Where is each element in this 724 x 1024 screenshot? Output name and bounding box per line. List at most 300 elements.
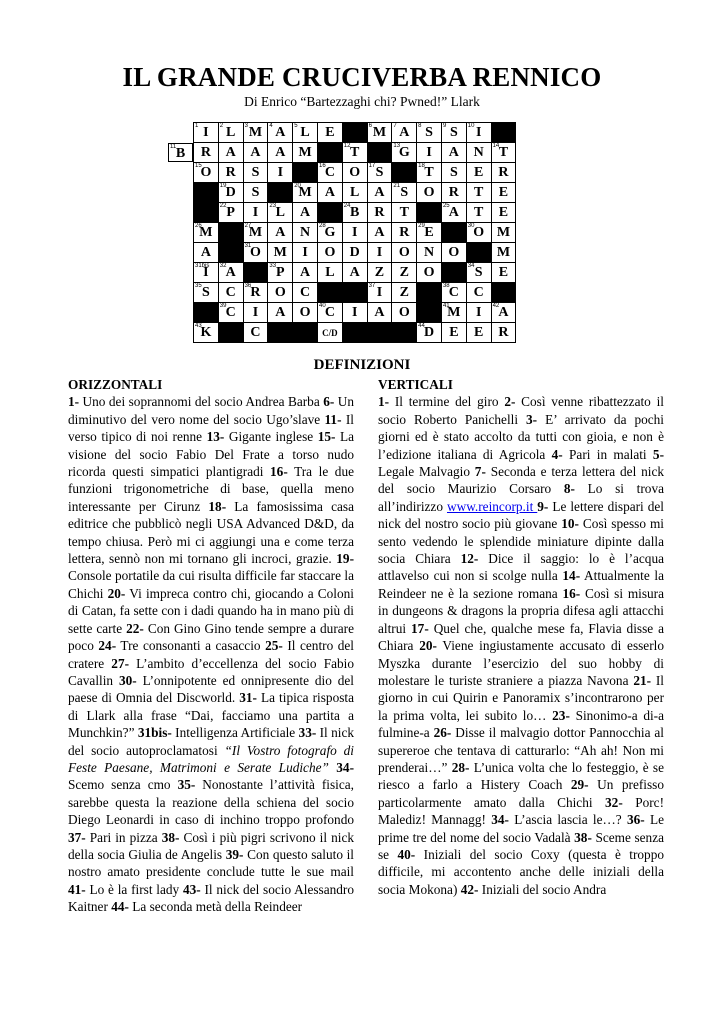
cell-number: 39 bbox=[219, 303, 227, 309]
grid-cell bbox=[243, 303, 268, 323]
cell-letter: C bbox=[300, 285, 311, 300]
grid-cell bbox=[491, 203, 516, 223]
cell-letter: T bbox=[473, 185, 484, 200]
grid-cell bbox=[441, 303, 466, 323]
clue-number: 9- bbox=[537, 498, 549, 514]
cell-letter: R bbox=[250, 285, 261, 300]
grid-cell bbox=[243, 323, 268, 343]
grid-cell bbox=[417, 123, 442, 143]
grid-cell bbox=[392, 223, 417, 243]
clue-text: Le prime tre del nome del socio Vadalà bbox=[378, 812, 664, 845]
verticali-clues bbox=[378, 393, 664, 898]
cell-letter: A bbox=[275, 125, 286, 140]
clue-text: Così si misura in dungeons & dragons la propria difesa agli attacchi altrui bbox=[378, 585, 665, 636]
cell-letter: I bbox=[203, 125, 209, 140]
cell-number: 38 bbox=[442, 283, 450, 289]
grid-cell bbox=[268, 163, 293, 183]
grid-cell bbox=[392, 283, 417, 303]
cell-letter: E bbox=[498, 185, 509, 200]
cell-number: 11 bbox=[170, 144, 177, 150]
cell-number: 2 bbox=[219, 123, 224, 129]
clue-text: Un diminutivo del vero nome del socio Ugo’slave bbox=[68, 394, 354, 427]
cell-number: 17 bbox=[368, 163, 376, 169]
cell-number: 27 bbox=[244, 223, 252, 229]
grid-cell bbox=[441, 323, 466, 343]
grid-cell bbox=[317, 223, 342, 243]
grid-cell bbox=[342, 243, 367, 263]
grid-cell bbox=[293, 203, 318, 223]
cell-letter: C bbox=[324, 165, 335, 180]
cell-letter: I bbox=[302, 245, 308, 260]
cell-letter: A bbox=[498, 305, 509, 320]
verticali-heading: VERTICALI bbox=[378, 377, 453, 392]
cell-number: 20 bbox=[294, 183, 301, 189]
cell-letter: M bbox=[447, 305, 461, 320]
grid-cell bbox=[243, 283, 268, 303]
black-cell bbox=[367, 323, 392, 343]
cell-letter: N bbox=[424, 245, 435, 260]
grid-cell bbox=[194, 163, 219, 183]
grid-cell bbox=[367, 183, 392, 203]
grid-cell bbox=[293, 123, 318, 143]
grid-cell bbox=[491, 263, 516, 283]
cell-letter: E bbox=[449, 325, 459, 340]
cell-letter: A bbox=[275, 145, 286, 160]
grid-row bbox=[194, 263, 516, 283]
cell-letter: A bbox=[448, 205, 459, 220]
cell-number: 22 bbox=[219, 203, 227, 209]
clue-number: 25- bbox=[265, 638, 283, 654]
black-cell bbox=[194, 303, 219, 323]
cell-number: 36 bbox=[244, 283, 252, 289]
cell-letter: O bbox=[200, 165, 212, 180]
clue-text: Tre consonanti a casaccio bbox=[116, 638, 266, 654]
grid-cell bbox=[491, 303, 516, 323]
clue-text: Vi impreca contro chi, giocando a Coloni di Catan, fa sette con i dadi quando ha in mano più di sette carte bbox=[68, 585, 354, 636]
cell-letter: S bbox=[400, 185, 409, 200]
grid-cell bbox=[243, 163, 268, 183]
definitions-title: DEFINIZIONI bbox=[313, 357, 411, 373]
cell-letter: I bbox=[475, 305, 482, 320]
grid-cell bbox=[342, 183, 367, 203]
clue-number: 1- bbox=[68, 394, 80, 410]
cell-letter: I bbox=[203, 265, 209, 280]
clue-number: 16- bbox=[562, 585, 581, 601]
cell-number: 10 bbox=[467, 123, 475, 129]
black-cell bbox=[392, 163, 417, 183]
cell-letter: G bbox=[324, 225, 336, 240]
grid-cell bbox=[293, 243, 318, 263]
cell-letter: A bbox=[300, 265, 311, 280]
grid-row bbox=[194, 283, 516, 303]
grid-cell bbox=[417, 263, 442, 283]
cell-number: 6 bbox=[368, 123, 372, 129]
black-cell bbox=[466, 243, 491, 263]
cell-letter: D bbox=[349, 245, 360, 260]
grid-cell bbox=[317, 123, 342, 143]
cell-letter: Z bbox=[374, 265, 385, 280]
clue-text: Le lettere dispari del nick del nostro socio più giovane bbox=[378, 498, 664, 532]
clue-quote: “Il Vostro fotografo di Feste Paesane, Matrimoni e Serate Ludiche” bbox=[68, 742, 354, 775]
clue-number: 40- bbox=[397, 846, 416, 862]
cell-letter: R bbox=[498, 325, 509, 340]
black-cell bbox=[293, 163, 318, 183]
grid-cell bbox=[466, 143, 491, 163]
grid-row bbox=[194, 203, 516, 223]
clue-text: Quel che, qualche mese fa, Flavia disse a Chiara bbox=[378, 620, 664, 654]
clue-number: 29- bbox=[570, 777, 589, 793]
cell-number: 5 bbox=[294, 123, 298, 129]
cell-number: 31bis bbox=[195, 263, 210, 269]
cell-number: 13 bbox=[393, 143, 401, 149]
cell-letter: L bbox=[300, 125, 310, 140]
grid-row bbox=[194, 223, 516, 243]
cell-number: 7 bbox=[393, 123, 397, 129]
cell-number: 30 bbox=[467, 223, 475, 229]
black-cell bbox=[491, 283, 516, 303]
grid-cell bbox=[466, 163, 491, 183]
cell-letter: S bbox=[375, 165, 384, 180]
grid-cell bbox=[218, 183, 243, 203]
cell-letter: S bbox=[425, 125, 433, 140]
grid-cell bbox=[194, 143, 219, 163]
cell-letter: C bbox=[225, 305, 236, 320]
cell-number: 9 bbox=[442, 123, 447, 129]
cell-letter: T bbox=[473, 205, 484, 220]
clue-text: Così i più pigri scrivono il nick della socia Giulia de Angelis bbox=[68, 829, 355, 862]
grid-cell bbox=[342, 203, 367, 223]
clue-number: 19- bbox=[336, 551, 354, 567]
cell-letter: L bbox=[226, 125, 236, 140]
clue-text: Il verso tipico di noi renne bbox=[68, 411, 354, 445]
grid-cell bbox=[218, 163, 243, 183]
clue-text: Con Gino Gino tende sempre a durare poco bbox=[68, 620, 354, 654]
grid-cell bbox=[268, 283, 293, 303]
clue-number: 44- bbox=[111, 899, 129, 915]
clue-text: Iniziali del socio Andra bbox=[478, 881, 607, 897]
grid-cell bbox=[268, 263, 293, 283]
cell-letter: O bbox=[274, 285, 286, 300]
grid-row bbox=[194, 303, 516, 323]
cell-letter: C bbox=[225, 285, 236, 300]
grid-cell bbox=[367, 263, 392, 283]
grid-cell bbox=[441, 143, 466, 163]
cell-letter: A bbox=[448, 145, 459, 160]
clue-number: 12- bbox=[460, 551, 479, 567]
black-cell bbox=[367, 143, 392, 163]
clue-text: Il nick del socio autoproclamatosi bbox=[68, 725, 354, 758]
grid-cell bbox=[367, 203, 392, 223]
grid-cell bbox=[243, 243, 268, 263]
verticali-column bbox=[378, 376, 664, 898]
black-cell bbox=[218, 223, 243, 243]
cell-letter: M bbox=[248, 125, 263, 140]
clue-number: 43- bbox=[182, 881, 201, 897]
grid-cell bbox=[466, 203, 491, 223]
cell-number: 24 bbox=[343, 203, 351, 209]
black-cell bbox=[441, 223, 466, 243]
black-cell bbox=[293, 323, 318, 343]
clue-number: 37- bbox=[68, 829, 86, 845]
grid-cell bbox=[367, 163, 392, 183]
clue-text: Seconda e terza lettera del nick del socio Maurizio Corsaro bbox=[378, 464, 664, 497]
crossword-extra-cell bbox=[168, 143, 193, 162]
cell-letter: S bbox=[251, 185, 260, 200]
grid-cell bbox=[243, 183, 268, 203]
cell-letter: A bbox=[225, 265, 236, 280]
grid-cell bbox=[417, 323, 442, 343]
grid-cell bbox=[268, 303, 293, 323]
clue-text: Gigante inglese bbox=[224, 429, 318, 445]
cell-letter: A bbox=[300, 205, 311, 220]
clue-text: Lo si trova all’indirizzo bbox=[378, 481, 665, 514]
cell-letter: A bbox=[275, 225, 286, 240]
cell-letter: P bbox=[226, 205, 235, 220]
clue-text: Iniziali del socio Coxy (questa è troppo difficile, mi accontento anche delle iniziali della socia Mokona) bbox=[378, 846, 664, 897]
clue-text: L’ambito d’eccellenza del socio Fabio Cavallin bbox=[68, 655, 354, 688]
cell-letter: M bbox=[298, 145, 312, 160]
clue-text: Così spesso mi sento vedendo le splendide miniature dipinte dalla socia Chiara bbox=[378, 516, 664, 567]
clue-number: 14- bbox=[562, 568, 581, 584]
black-cell bbox=[194, 203, 219, 223]
clue-number: 30- bbox=[118, 672, 137, 688]
clue-number: 35- bbox=[177, 777, 196, 793]
clue-text: L’ascia lascia le…? bbox=[508, 812, 627, 828]
page-subtitle: Di Enrico “Bartezzaghi chi? Pwned!” Llark bbox=[244, 94, 480, 109]
clue-number: 8- bbox=[563, 481, 575, 497]
grid-cell bbox=[491, 183, 516, 203]
cell-letter: E bbox=[424, 225, 434, 240]
clue-text: Il centro del cratere bbox=[68, 638, 355, 671]
cell-number: 44 bbox=[418, 323, 425, 329]
grid-cell bbox=[342, 263, 367, 283]
cell-number: 33 bbox=[269, 263, 277, 269]
cell-letter: O bbox=[324, 245, 336, 260]
cell-letter: B bbox=[175, 146, 186, 161]
grid-cell bbox=[466, 223, 491, 243]
grid-cell bbox=[491, 323, 516, 343]
clue-text: Sinonimo-a di-a fulmine-a bbox=[378, 707, 664, 741]
grid-cell bbox=[392, 263, 417, 283]
clue-number: 21- bbox=[633, 672, 652, 688]
grid-cell bbox=[441, 163, 466, 183]
cell-letter: O bbox=[473, 225, 485, 240]
clue-number: 28- bbox=[451, 759, 470, 775]
cell-letter: O bbox=[398, 245, 410, 260]
grid-cell bbox=[268, 143, 293, 163]
clue-text: Il nick del socio Alessandro Kaitner bbox=[68, 881, 354, 915]
clue-text: L’onnipotente ed onnipresente dio del paese di Omnia del Discworld. bbox=[68, 672, 354, 706]
cell-number: 43 bbox=[195, 323, 202, 329]
page-title: IL GRANDE CRUCIVERBA RENNICO bbox=[122, 62, 602, 92]
grid-row bbox=[194, 143, 516, 163]
cell-letter: C bbox=[250, 325, 261, 340]
clue-text: La tipica risposta di Llark alla frase “Dai, facciamo una partita a Munchkin?” bbox=[68, 690, 354, 741]
grid-cell bbox=[342, 143, 367, 163]
grid-cell bbox=[218, 263, 243, 283]
black-cell bbox=[317, 143, 342, 163]
black-cell bbox=[342, 123, 367, 143]
grid-cell bbox=[392, 303, 417, 323]
clue-number: 31bis- bbox=[137, 725, 172, 741]
grid-cell bbox=[293, 143, 318, 163]
cell-letter: S bbox=[449, 125, 458, 140]
grid-row bbox=[194, 123, 516, 143]
cell-number: 18 bbox=[418, 163, 425, 169]
grid-cell bbox=[317, 263, 342, 283]
clue-number: 22- bbox=[126, 620, 144, 636]
clue-text: Legale Malvagio bbox=[378, 464, 475, 480]
clue-number: 4- bbox=[551, 446, 563, 462]
cell-number: 15 bbox=[195, 163, 202, 169]
black-cell bbox=[417, 283, 442, 303]
crossword-grid bbox=[193, 122, 516, 343]
clue-text: Scemo senza cmo bbox=[68, 777, 178, 793]
grid-cell bbox=[367, 123, 392, 143]
black-cell bbox=[243, 263, 268, 283]
cell-letter: E bbox=[498, 265, 509, 280]
cell-number: 41 bbox=[442, 303, 450, 309]
black-cell bbox=[342, 283, 367, 303]
cell-letter: O bbox=[250, 245, 261, 260]
cell-letter: I bbox=[376, 245, 383, 260]
cell-letter: T bbox=[399, 205, 409, 220]
clue-text: L’unica volta che lo festeggio, è se riesco a farlo a Histery Coach bbox=[378, 759, 664, 793]
grid-cell bbox=[243, 123, 268, 143]
cell-letter: O bbox=[349, 165, 361, 180]
grid-cell bbox=[268, 243, 293, 263]
clue-text: E’ arrivato da pochi giorni ed è stato accolto da tutti con gioia, e non è l’edizione italiana di Agricola bbox=[378, 411, 664, 462]
cell-letter: L bbox=[325, 265, 335, 280]
clue-text: Lo è la first lady bbox=[85, 881, 183, 897]
grid-cell bbox=[342, 223, 367, 243]
cell-number: 21 bbox=[393, 183, 401, 189]
clue-text: Il termine del giro bbox=[389, 394, 505, 410]
grid-cell bbox=[466, 263, 491, 283]
clue-number: 18- bbox=[208, 498, 227, 514]
grid-cell bbox=[194, 323, 219, 343]
cell-letter: R bbox=[399, 225, 410, 240]
black-cell bbox=[268, 183, 293, 203]
cell-letter: E bbox=[498, 205, 509, 220]
grid-cell bbox=[268, 203, 293, 223]
cell-number: 40 bbox=[318, 303, 326, 309]
cell-letter: T bbox=[498, 145, 509, 160]
grid-cell bbox=[491, 243, 516, 263]
grid-cell bbox=[491, 223, 516, 243]
cell-letter: M bbox=[496, 245, 511, 260]
clue-number: 36- bbox=[626, 812, 645, 828]
cell-number: 8 bbox=[418, 123, 422, 129]
cell-letter: R bbox=[200, 145, 211, 160]
clue-number: 17- bbox=[411, 620, 429, 636]
cell-letter: T bbox=[350, 145, 360, 160]
cell-letter: D bbox=[225, 185, 236, 200]
clue-number: 2- bbox=[504, 394, 516, 410]
grid-cell bbox=[194, 283, 219, 303]
clue-text: La visione del socio Fabio Del Frate a torso nudo ricorda questi simpatici plantigradi bbox=[68, 429, 354, 480]
grid-cell bbox=[293, 263, 318, 283]
cell-letter: E bbox=[473, 165, 484, 180]
cell-letter: M bbox=[248, 225, 263, 240]
cell-letter: N bbox=[300, 225, 311, 240]
grid-cell bbox=[194, 243, 219, 263]
grid-cell bbox=[441, 283, 466, 303]
cell-number: 1 bbox=[195, 123, 199, 129]
grid-cell bbox=[293, 283, 318, 303]
grid-row bbox=[194, 183, 516, 203]
grid-cell bbox=[466, 183, 491, 203]
clue-number: 34- bbox=[491, 812, 509, 828]
grid-cell bbox=[466, 323, 491, 343]
grid-cell bbox=[218, 283, 243, 303]
grid-row bbox=[194, 243, 516, 263]
cell-letter: K bbox=[200, 325, 212, 340]
grid-cell bbox=[342, 303, 367, 323]
clue-number: 20- bbox=[419, 638, 437, 654]
grid-cell bbox=[441, 203, 466, 223]
clue-number: 39- bbox=[225, 846, 244, 862]
black-cell bbox=[268, 323, 293, 343]
grid-cell bbox=[243, 143, 268, 163]
cell-letter: L bbox=[275, 205, 285, 220]
grid-cell bbox=[417, 223, 442, 243]
cell-number: 32 bbox=[219, 263, 227, 269]
cell-letter: M bbox=[273, 245, 287, 260]
clue-text: Pari in pizza bbox=[85, 829, 162, 845]
clue-number: 42- bbox=[460, 881, 479, 897]
black-cell bbox=[218, 243, 243, 263]
clue-text: Un prefisso particolarmente amato dalla Chichi bbox=[378, 777, 664, 810]
cell-number: 16 bbox=[318, 163, 326, 169]
cell-number: 25 bbox=[442, 203, 450, 209]
grid-cell bbox=[417, 143, 442, 163]
cell-letter: O bbox=[423, 185, 435, 200]
clue-number: 38- bbox=[161, 829, 180, 845]
cell-number: 23 bbox=[269, 203, 277, 209]
cell-letter: Z bbox=[399, 285, 409, 300]
black-cell bbox=[218, 323, 243, 343]
reincorp-link[interactable]: www.reincorp.it bbox=[446, 498, 538, 514]
cell-letter: O bbox=[398, 305, 410, 320]
grid-cell bbox=[367, 283, 392, 303]
clue-number: 32- bbox=[605, 794, 623, 810]
clue-number: 1- bbox=[378, 394, 390, 410]
cell-letter: I bbox=[351, 225, 358, 240]
grid-cell bbox=[466, 303, 491, 323]
clue-text: Console portatile da cui risulta difficile far staccare la Chichi bbox=[68, 568, 354, 601]
grid-cell bbox=[194, 123, 219, 143]
clue-number: 26- bbox=[433, 725, 452, 741]
grid-cell bbox=[367, 223, 392, 243]
clue-text: Con questo saluto il nostro amato presidente conclude tutte le sue mail bbox=[68, 846, 354, 880]
grid-cell bbox=[441, 123, 466, 143]
clue-text: Dice il saggio: lo è l’acqua attlavelso cui non si scolge nulla bbox=[378, 551, 664, 584]
clue-number: 38- bbox=[574, 829, 592, 845]
clue-text: Disse il malvagio dottor Pannocchia al supereroe che tentava di catturarlo: “Ah ah! Non mi prenderai…” bbox=[378, 725, 664, 775]
cell-letter: I bbox=[475, 125, 482, 140]
cell-letter: R bbox=[225, 165, 236, 180]
clue-number: 6- bbox=[323, 394, 335, 410]
clue-text: Viene ingiustamente accusato di esserlo Myszka durante l’esercizio del suo hobby di molestare le turiste straniere a piazza Navona bbox=[378, 638, 664, 688]
cell-letter: G bbox=[398, 145, 410, 160]
black-cell bbox=[317, 283, 342, 303]
cell-number: 31 bbox=[244, 243, 252, 249]
cell-letter: R bbox=[498, 165, 509, 180]
cell-number: 26 bbox=[195, 223, 202, 229]
clue-text: Intelligenza Artificiale bbox=[171, 725, 299, 741]
cell-letter: A bbox=[374, 305, 385, 320]
